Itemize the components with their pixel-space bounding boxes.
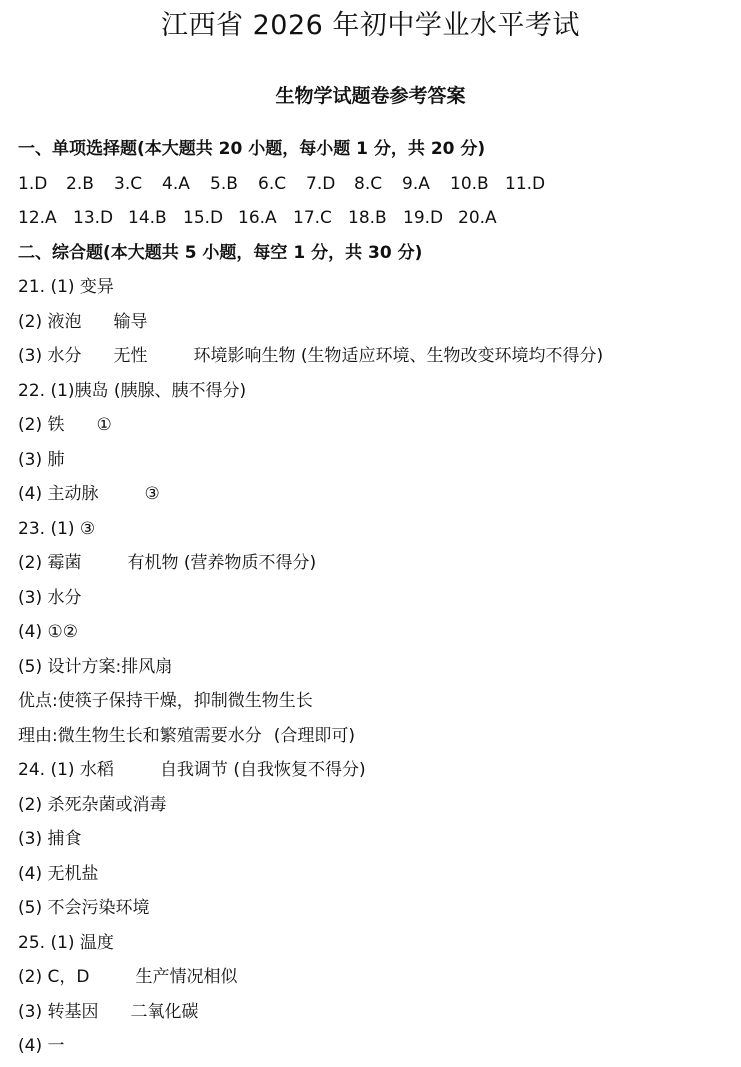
answer-text: 自我调节 (自我恢复不得分) xyxy=(159,760,366,780)
q24-part-1 xyxy=(18,753,733,788)
choice-answer: 13.D xyxy=(73,208,114,228)
q24-part-3: (3) 捕食 xyxy=(18,829,82,849)
choice-answer: 12.A xyxy=(18,208,57,228)
q21-part-2 xyxy=(18,305,733,340)
choice-answer: 2.B xyxy=(66,173,94,194)
q22-part-1: 22. (1)胰岛 (胰腺、胰不得分) xyxy=(18,380,247,401)
answer-content xyxy=(18,132,733,1064)
page-subtitle: 生物学试题卷参考答案 xyxy=(275,85,466,107)
q25-part-3 xyxy=(18,995,733,1030)
answer-text: (2) 铁 xyxy=(18,415,65,435)
answer-text: 24. (1) 水稻 xyxy=(18,760,114,780)
q22-part-2 xyxy=(18,408,733,443)
answer-text: ① xyxy=(96,415,112,435)
q23-part-4: (4) ①② xyxy=(18,622,78,642)
q21-part-1: 21. (1) 变异 xyxy=(18,277,114,297)
choice-answer: 20.A xyxy=(458,208,497,228)
q23-part-5: (5) 设计方案:排风扇 xyxy=(18,656,173,677)
choice-answer: 5.B xyxy=(210,173,238,194)
answer-text: (3) 水分 xyxy=(18,346,82,366)
answer-text: 无性 xyxy=(113,346,148,366)
q23-part-5-advantage: 优点:使筷子保持干燥，抑制微生物生长 xyxy=(18,691,313,711)
answer-text: (4) 主动脉 xyxy=(18,484,99,504)
answer-text: 有机物 (营养物质不得分) xyxy=(127,553,317,573)
choice-answer: 16.A xyxy=(238,208,277,228)
choice-answer: 3.C xyxy=(114,173,143,194)
page-title: 江西省 2026 年初中学业水平考试 xyxy=(161,10,580,41)
choice-answer: 10.B xyxy=(450,173,489,194)
q23-part-1: 23. (1) ③ xyxy=(18,518,96,539)
q23-part-5-reason xyxy=(18,719,733,754)
choice-answer: 14.B xyxy=(128,208,167,228)
answer-text: (2) 霉菌 xyxy=(18,553,82,573)
choice-answer: 15.D xyxy=(183,208,224,228)
answer-text: (合理即可) xyxy=(273,725,355,746)
q23-part-3: (3) 水分 xyxy=(18,587,82,608)
answer-text: (2) 液泡 xyxy=(18,311,82,332)
q25-part-2 xyxy=(18,960,733,995)
answer-text: (3) 转基因 xyxy=(18,1001,99,1022)
choice-answer: 8.C xyxy=(354,173,383,194)
answer-text: 环境影响生物 (生物适应环境、生物改变环境均不得分) xyxy=(193,346,604,366)
answer-text: 生产情况相似 xyxy=(135,967,238,987)
q25-part-4: (4) 一 xyxy=(18,1036,65,1056)
answer-text: (2) C，D xyxy=(18,967,90,987)
q22-part-4 xyxy=(18,477,733,512)
choice-answers-row-1 xyxy=(18,167,733,202)
q24-part-5: (5) 不会污染环境 xyxy=(18,898,150,918)
choice-answer: 19.D xyxy=(403,208,444,228)
q25-part-1: 25. (1) 温度 xyxy=(18,932,114,953)
choice-answer: 11.D xyxy=(505,173,546,194)
q24-part-4: (4) 无机盐 xyxy=(18,863,99,884)
choice-answers-row-2 xyxy=(18,201,733,236)
answer-text: 二氧化碳 xyxy=(130,1001,199,1022)
choice-answer: 7.D xyxy=(306,173,336,194)
choice-answer: 1.D xyxy=(18,173,48,194)
q24-part-2: (2) 杀死杂菌或消毒 xyxy=(18,794,167,815)
answer-text: 理由:微生物生长和繁殖需要水分 xyxy=(18,725,262,746)
choice-answer: 6.C xyxy=(258,173,287,194)
q23-part-2 xyxy=(18,546,733,581)
q21-part-3 xyxy=(18,339,733,374)
section-2-heading: 二、综合题(本大题共 5 小题，每空 1 分，共 30 分) xyxy=(18,242,423,263)
q22-part-3: (3) 肺 xyxy=(18,449,65,470)
choice-answer: 9.A xyxy=(402,173,430,194)
section-1-heading: 一、单项选择题(本大题共 20 小题，每小题 1 分，共 20 分) xyxy=(18,139,486,159)
choice-answer: 17.C xyxy=(293,208,332,228)
answer-text: ③ xyxy=(144,484,160,504)
answer-text: 输导 xyxy=(113,311,148,332)
choice-answer: 4.A xyxy=(162,173,190,194)
choice-answer: 18.B xyxy=(348,208,387,228)
